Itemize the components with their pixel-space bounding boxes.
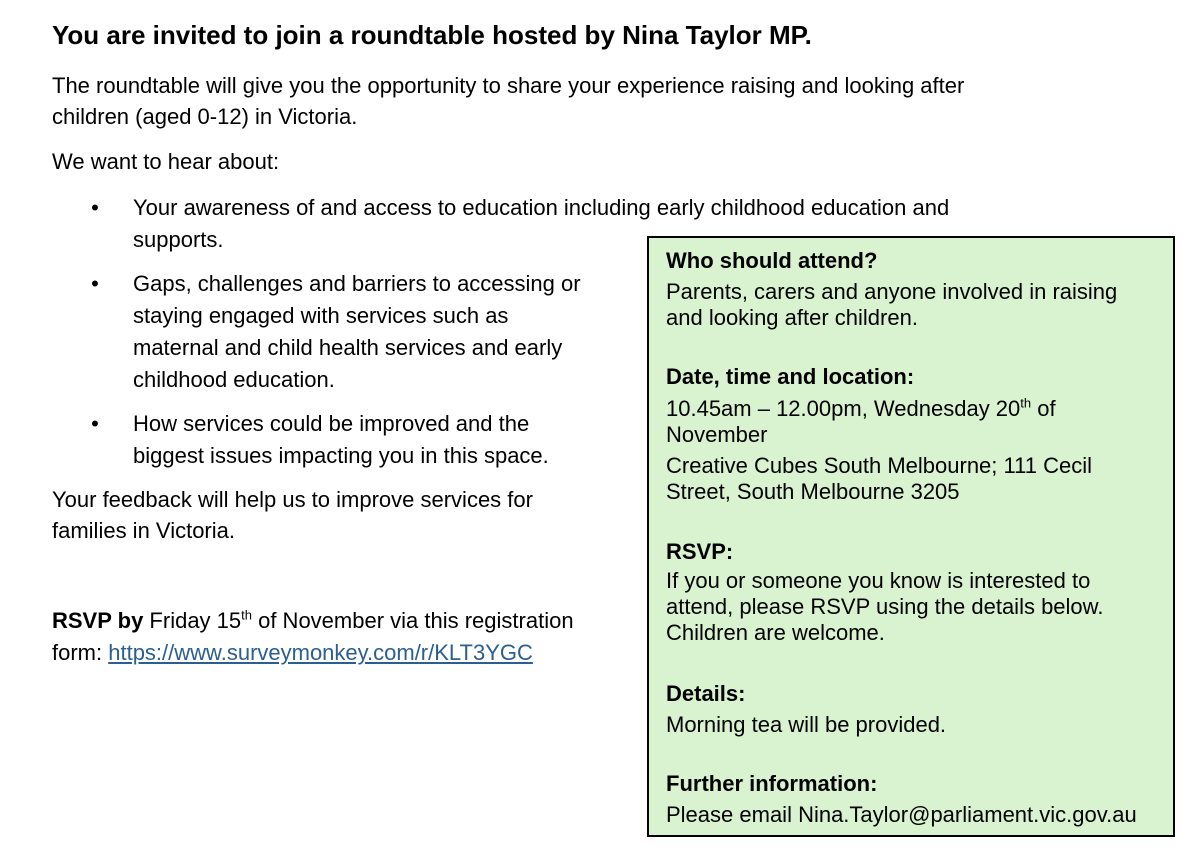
date-heading: Date, time and location: [666,364,915,389]
who-heading: Who should attend? [666,248,878,273]
rsvp-by-label: RSVP by [52,608,144,633]
intro-line-2: children (aged 0-12) in Victoria. [52,104,358,129]
intro-line-1: The roundtable will give you the opportunity to share your experience raising and looking after [52,73,965,98]
further-info-line-1: Please email Nina.Taylor@parliament.vic.gov.au [666,802,1137,827]
rsvp-box-line-1: If you or someone you know is interested to [666,568,1091,593]
bullet-icon: • [91,271,99,296]
rsvp-box-line-2: attend, please RSVP using the details below. [666,594,1104,619]
event-date-suffix: th [1020,395,1032,411]
feedback-line-2: families in Victoria. [52,518,235,543]
rsvp-date-suffix: th [241,607,252,623]
bullet-2-line-2: staying engaged with services such as [133,303,509,328]
further-info-heading: Further information: [666,771,878,796]
page-title: You are invited to join a roundtable hosted by Nina Taylor MP. [52,20,812,50]
bullet-1-line-2: supports. [133,227,224,252]
rsvp-line-1 [52,605,574,637]
event-time: 10.45am – 12.00pm, Wednesday 20 [666,396,1021,421]
date-time-line-2: November [666,422,768,447]
details-line-1: Morning tea will be provided. [666,712,947,737]
rsvp-box-line-3: Children are welcome. [666,620,885,645]
location-line-2: Street, South Melbourne 3205 [666,479,960,504]
bullet-icon: • [91,411,99,436]
location-line-1: Creative Cubes South Melbourne; 111 Cecil [666,453,1092,478]
event-info-box [647,236,1175,837]
bullet-2-line-4: childhood education. [133,367,335,392]
date-time-line-1 [666,396,1056,422]
bullet-3-line-2: biggest issues impacting you in this space. [133,443,549,468]
rsvp-line-2 [52,637,533,669]
details-heading: Details: [666,681,746,706]
bullet-3-line-1: How services could be improved and the [133,411,530,436]
rsvp-heading: RSVP: [666,539,734,564]
bullet-2-line-1: Gaps, challenges and barriers to accessing or [133,271,581,296]
who-line-1: Parents, carers and anyone involved in raising [666,279,1118,304]
bullet-1-line-1: Your awareness of and access to education including early childhood education and [133,195,950,220]
feedback-line-1: Your feedback will help us to improve services for [52,487,533,512]
rsvp-via: of November via this registration [251,608,574,633]
rsvp-form-label: form: [52,640,109,665]
bullet-icon: • [91,195,99,220]
hear-about-label: We want to hear about: [52,149,280,174]
rsvp-date: Friday 15 [143,608,242,633]
rsvp-registration-link[interactable]: https://www.surveymonkey.com/r/KLT3YGC [108,640,533,665]
bullet-2-line-3: maternal and child health services and early [133,335,563,360]
who-line-2: and looking after children. [666,305,918,330]
event-date-of: of [1031,396,1056,421]
